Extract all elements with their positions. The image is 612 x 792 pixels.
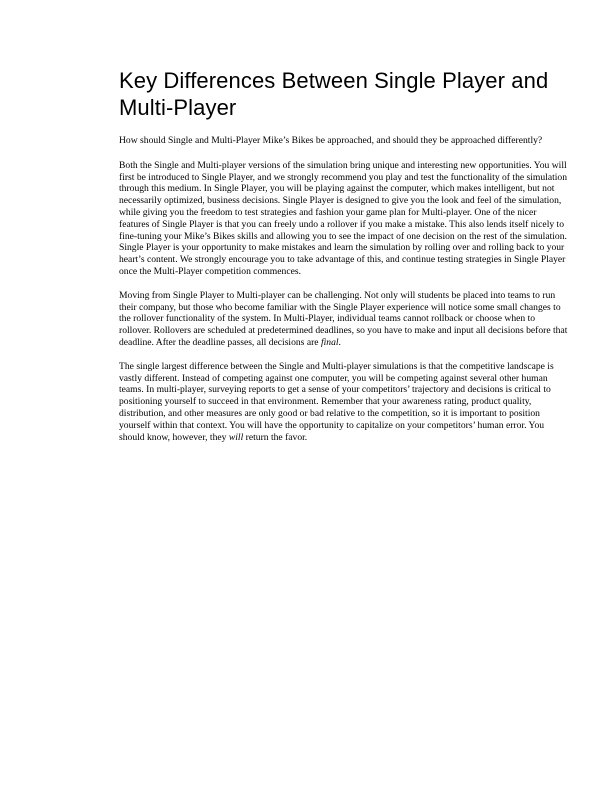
page-title: Key Differences Between Single Player and Multi-Player	[119, 68, 549, 120]
paragraph-moving-to-multi	[119, 290, 568, 349]
paragraph-single-vs-multi: Both the Single and Multi-player versions of the simulation bring unique and interesting new opportunities. You will first be introduced to Single Player, and we strongly recommend you play and test the functionality of the simulation through this medium. In Single Player, you will be playing against the computer, which makes intelligent, but not necessarily optimized, business decisions. Single Player is designed to give you the look and feel of the simulation, while giving you the freedom to test strategies and fashion your game plan for Multi-player. One of the nicer features of Single Player is that you can freely undo a rollover if you make a mistake. This also lends itself nicely to fine-tuning your Mike’s Bikes skills and allowing you to see the impact of one decision on the rest of the simulation. Single Player is your opportunity to make mistakes and learn the simulation by rolling over and rolling back to your heart’s content. We strongly encourage you to take advantage of this, and continue testing strategies in Single Player once the Multi-Player competition commences.	[119, 159, 568, 277]
emphasis-text: final	[320, 336, 339, 348]
emphasis-text: will	[228, 431, 244, 443]
paragraph-competitive-landscape	[119, 361, 568, 444]
intro-question: How should Single and Multi-Player Mike’s Bikes be approached, and should they be approached differently?	[119, 135, 543, 146]
paragraph-text: The single largest difference between the Single and Multi-player simulations is that the competitive landscape is vastly different. Instead of competing against one computer, you will be competing against several other human teams. In multi-player, surveying reports to get a sense of your competitors’ trajectory and decisions is critical to positioning yourself to succeed in that environment. Remember that your awareness rating, product quality, distribution, and other measures are only good or bad relative to the competition, so it is important to position yourself within that context. You will have the opportunity to capitalize on your competitors’ human error. You should know, however, they	[119, 360, 554, 443]
paragraph-text-end: return the favor.	[243, 431, 308, 443]
paragraph-text-end: .	[338, 336, 341, 348]
paragraph-text: Moving from Single Player to Multi-player can be challenging. Not only will students be placed into teams to run their company, but those who become familiar with the Single Player experience will notice some small changes to the rollover functionality of the system. In Multi-Player, individual teams cannot rollback or choose when to rollover. Rollovers are scheduled at predetermined deadlines, so you have to make and input all decisions before that deadline. After the deadline passes, all decisions are	[119, 289, 568, 348]
document-body	[119, 67, 568, 455]
